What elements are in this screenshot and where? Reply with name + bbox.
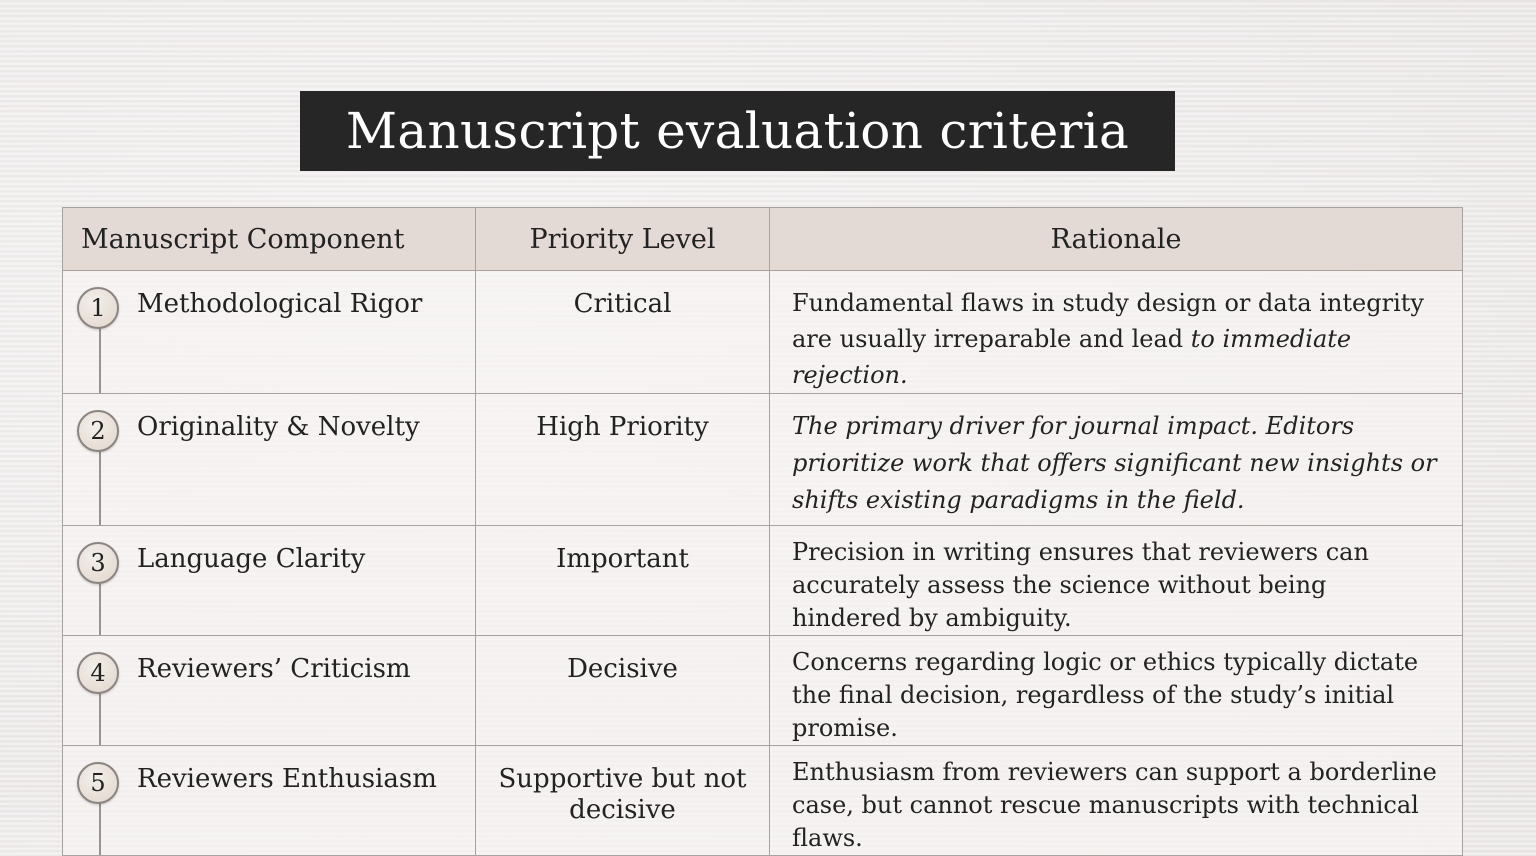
- number-badge: 2: [77, 410, 119, 452]
- table-row: [63, 394, 1463, 526]
- rationale-emphasis: to immediate rejection.: [792, 325, 1352, 389]
- rationale-text: Fundamental flaws in study design or data integrity are usually irreparable and lead: [792, 289, 1424, 353]
- table-row: [63, 636, 1463, 746]
- rationale-cell: [770, 394, 1463, 526]
- component-cell: [63, 394, 476, 526]
- component-cell: [63, 271, 476, 394]
- connector-line: [99, 450, 101, 525]
- priority-cell: High Priority: [476, 394, 770, 526]
- header-component: Manuscript Component: [63, 208, 476, 271]
- criteria-table-container: [62, 207, 1462, 852]
- connector-line: [99, 692, 101, 745]
- page-title-text: Manuscript evaluation criteria: [345, 102, 1130, 160]
- priority-cell: Important: [476, 526, 770, 636]
- priority-cell: Critical: [476, 271, 770, 394]
- connector-line: [99, 582, 101, 635]
- number-badge: 3: [77, 542, 119, 584]
- component-cell: [63, 636, 476, 746]
- header-priority: Priority Level: [476, 208, 770, 271]
- page-title: [300, 91, 1175, 171]
- connector-line: [99, 327, 101, 393]
- table-row: [63, 746, 1463, 856]
- number-badge: 4: [77, 652, 119, 694]
- criteria-table: [62, 207, 1463, 856]
- rationale-text: Precision in writing ensures that reviewers can accurately assess the science without being hindered by ambiguity.: [792, 538, 1369, 632]
- rationale-text: Concerns regarding logic or ethics typically dictate the final decision, regardless of the study’s initial promise.: [792, 648, 1419, 742]
- number-badge: 5: [77, 762, 119, 804]
- table-row: [63, 271, 1463, 394]
- rationale-cell: [770, 746, 1463, 856]
- rationale-cell: [770, 271, 1463, 394]
- connector-line: [99, 802, 101, 855]
- component-cell: [63, 746, 476, 856]
- component-label: Reviewers Enthusiasm: [137, 764, 437, 794]
- component-cell: [63, 526, 476, 636]
- priority-cell: Supportive but not decisive: [476, 746, 770, 856]
- table-header-row: [63, 208, 1463, 271]
- rationale-text: Enthusiasm from reviewers can support a borderline case, but cannot rescue manuscripts with technical flaws.: [792, 758, 1437, 852]
- component-label: Originality & Novelty: [137, 412, 420, 442]
- rationale-cell: [770, 526, 1463, 636]
- table-row: [63, 526, 1463, 636]
- number-badge: 1: [77, 287, 119, 329]
- rationale-cell: [770, 636, 1463, 746]
- header-rationale: Rationale: [770, 208, 1463, 271]
- component-label: Language Clarity: [137, 544, 366, 574]
- rationale-text: The primary driver for journal impact. Editors prioritize work that offers significant new insights or shifts existing paradigms in the field.: [792, 412, 1437, 514]
- component-label: Reviewers’ Criticism: [137, 654, 411, 684]
- component-label: Methodological Rigor: [137, 289, 423, 319]
- priority-cell: Decisive: [476, 636, 770, 746]
